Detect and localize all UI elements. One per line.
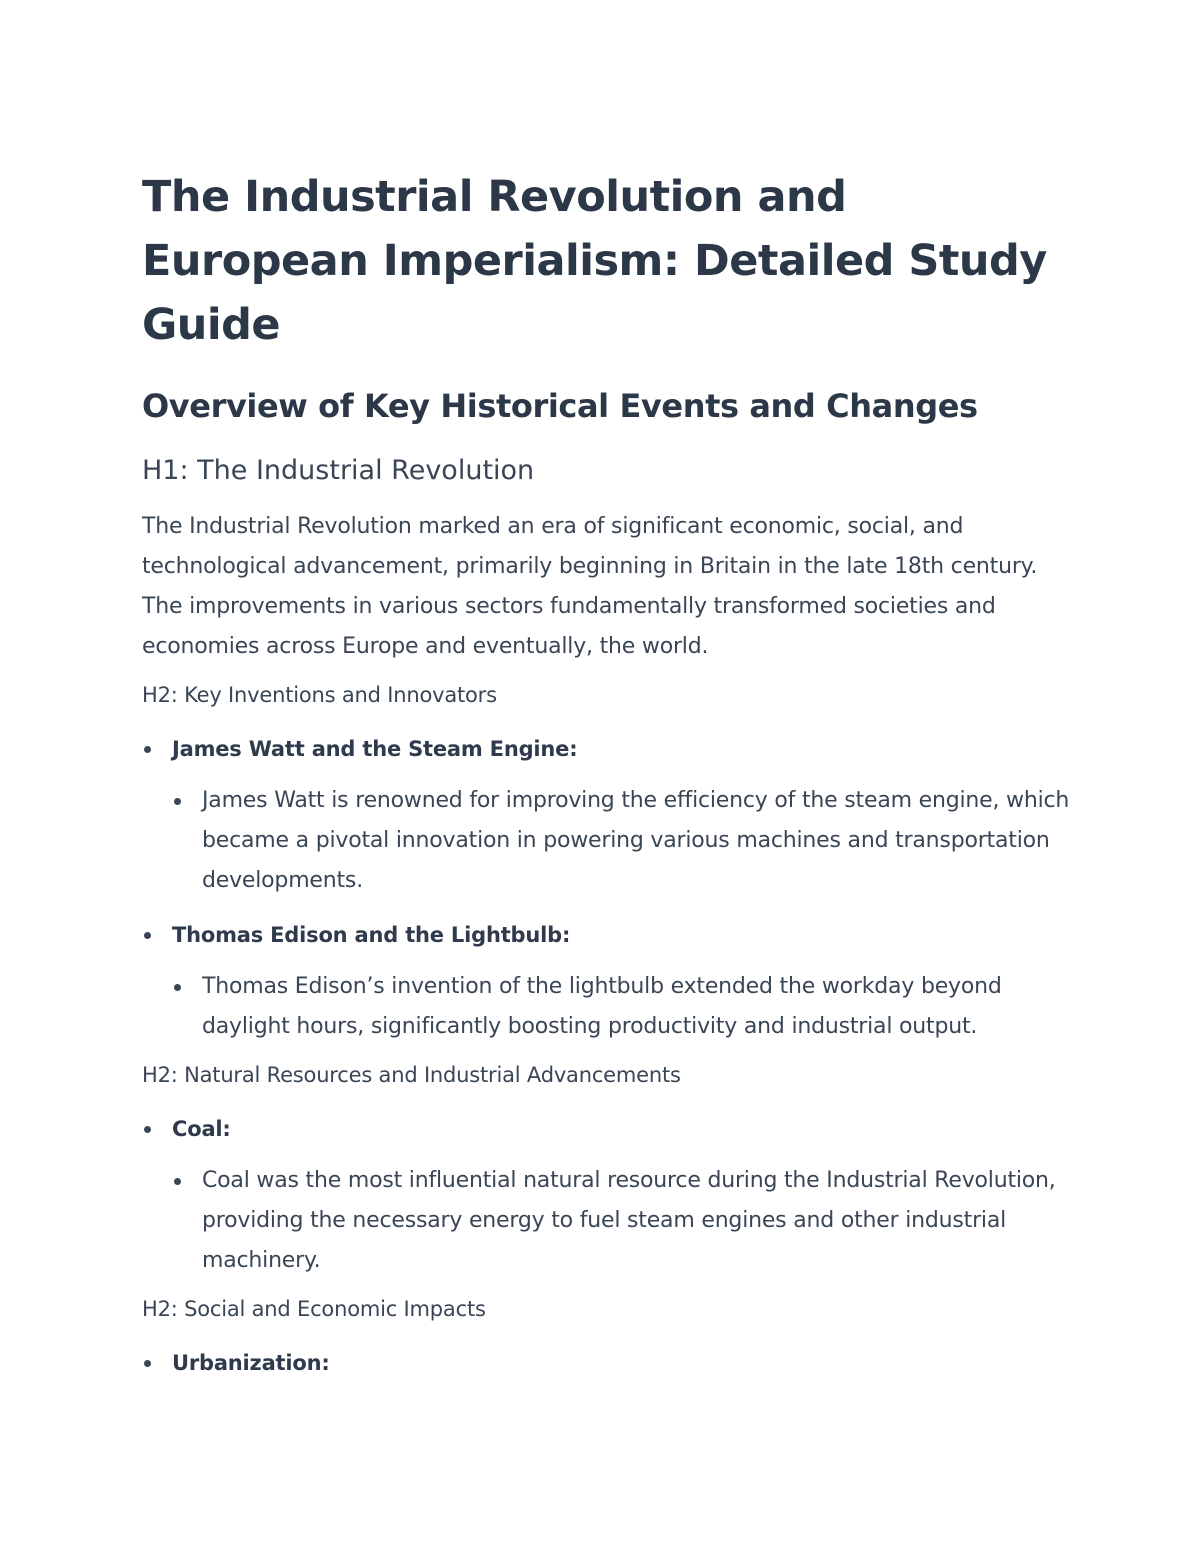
bullet-icon <box>144 1126 151 1133</box>
resources-list <box>142 1109 1072 1281</box>
bullet-icon <box>174 984 181 991</box>
list-item <box>142 1343 1072 1383</box>
document-subtitle: Overview of Key Historical Events and Changes <box>142 387 978 425</box>
sub-list-item-text: Thomas Edison’s invention of the lightbulb extended the workday beyond daylight hours, significantly boosting productivity and industrial output. <box>202 974 1002 1039</box>
impacts-list <box>142 1343 1072 1383</box>
sub-list-item-text: Coal was the most influential natural resource during the Industrial Revolution, providing the necessary energy to fuel steam engines and other industrial machinery. <box>202 1168 1056 1273</box>
sub-list-item <box>172 967 1072 1047</box>
list-item-label: Urbanization: <box>172 1351 330 1375</box>
bullet-icon <box>144 746 151 753</box>
intro-paragraph: The Industrial Revolution marked an era of significant economic, social, and technological advancement, primarily beginning in Britain in the late 18th century. The improvements in various sectors fundamentally transformed societies and economies across Europe and eventually, the world. <box>142 514 1038 659</box>
bullet-icon <box>144 1360 151 1367</box>
bullet-icon <box>174 798 181 805</box>
section-heading-resources: H2: Natural Resources and Industrial Advancements <box>142 1063 681 1087</box>
bullet-icon <box>174 1178 181 1185</box>
document-page <box>142 165 1072 1383</box>
section-heading-impacts: H2: Social and Economic Impacts <box>142 1297 486 1321</box>
section-heading-inventions: H2: Key Inventions and Innovators <box>142 683 497 707</box>
section-heading-h1: H1: The Industrial Revolution <box>142 455 535 486</box>
list-item <box>142 729 1072 901</box>
list-item-label: James Watt and the Steam Engine: <box>172 737 578 761</box>
list-item-label: Coal: <box>172 1117 231 1141</box>
list-item <box>142 915 1072 1047</box>
document-title: The Industrial Revolution and European Imperialism: Detailed Study Guide <box>142 172 1047 350</box>
list-item-label: Thomas Edison and the Lightbulb: <box>172 923 571 947</box>
sub-list-item <box>172 1161 1072 1281</box>
bullet-icon <box>144 932 151 939</box>
sub-list-item <box>172 781 1072 901</box>
sub-list-item-text: James Watt is renowned for improving the efficiency of the steam engine, which became a pivotal innovation in powering various machines and transportation developments. <box>202 788 1070 893</box>
list-item <box>142 1109 1072 1281</box>
inventions-list <box>142 729 1072 1047</box>
